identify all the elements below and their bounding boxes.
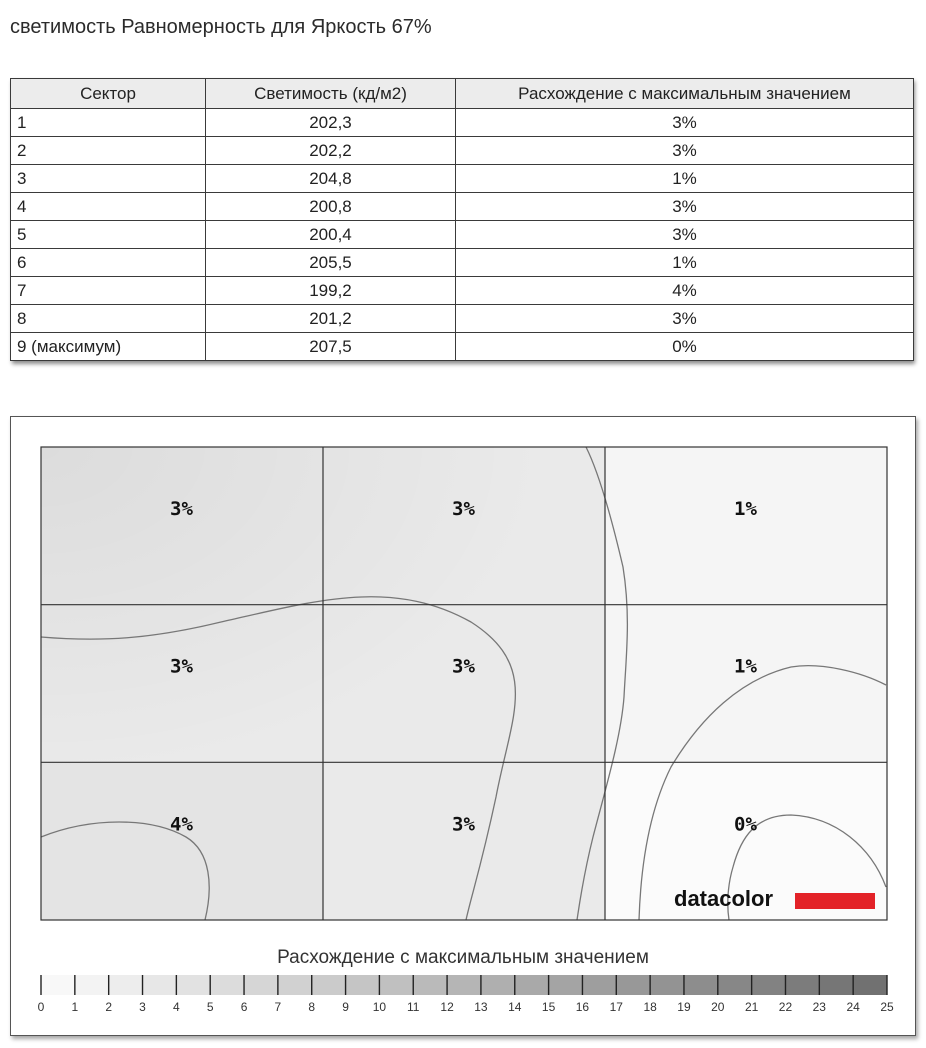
- legend-tick-label: 12: [440, 1000, 454, 1014]
- cell-sector: 6: [11, 249, 206, 277]
- cell-deviation: 1%: [456, 165, 914, 193]
- page-title: светимость Равномерность для Яркость 67%: [10, 16, 432, 38]
- legend-tick-label: 17: [609, 1000, 623, 1014]
- cell-sector: 3: [11, 165, 206, 193]
- legend-swatch: [346, 975, 380, 995]
- legend-swatch: [244, 975, 278, 995]
- legend-swatch: [41, 975, 75, 995]
- table-row: [11, 137, 914, 165]
- legend-tick-label: 16: [575, 1000, 590, 1014]
- legend-swatch: [819, 975, 853, 995]
- cell-sector: 2: [11, 137, 206, 165]
- cell-luminance: 202,2: [206, 137, 456, 165]
- legend-tick-label: 4: [173, 1000, 180, 1014]
- table-row: [11, 249, 914, 277]
- legend-swatch: [616, 975, 650, 995]
- cell-deviation: 3%: [456, 305, 914, 333]
- legend-title: Расхождение с максимальным значением: [277, 947, 649, 968]
- legend-tick-label: 7: [274, 1000, 282, 1014]
- legend-swatch: [481, 975, 515, 995]
- legend-tick-label: 24: [846, 1000, 860, 1014]
- uniformity-heatmap: [11, 417, 915, 1035]
- datacolor-logo-bar: [795, 893, 875, 909]
- table-header-row: [11, 79, 914, 109]
- cell-percent-label: 3%: [452, 498, 475, 520]
- heatmap-cell: [605, 605, 887, 763]
- legend-tick-label: 8: [308, 1000, 316, 1014]
- cell-luminance: 201,2: [206, 305, 456, 333]
- legend-swatch: [853, 975, 887, 995]
- cell-luminance: 202,3: [206, 109, 456, 137]
- uniformity-table: [10, 78, 914, 361]
- legend-swatch: [210, 975, 244, 995]
- cell-sector: 1: [11, 109, 206, 137]
- cell-luminance: 200,4: [206, 221, 456, 249]
- legend-swatch: [447, 975, 481, 995]
- legend-tick-label: 5: [206, 1000, 214, 1014]
- table-row: [11, 305, 914, 333]
- cell-sector: 4: [11, 193, 206, 221]
- cell-deviation: 0%: [456, 333, 914, 361]
- cell-percent-label: 1%: [734, 498, 757, 520]
- cell-percent-label: 3%: [170, 655, 193, 678]
- legend-tick-label: 3: [139, 1000, 146, 1014]
- legend-swatch: [549, 975, 583, 995]
- cell-deviation: 1%: [456, 249, 914, 277]
- legend-swatch: [143, 975, 177, 995]
- cell-percent-label: 3%: [452, 655, 475, 678]
- legend-tick-label: 20: [711, 1000, 725, 1014]
- heatmap-cell: [323, 762, 605, 920]
- cell-sector: 7: [11, 277, 206, 305]
- cell-luminance: 200,8: [206, 193, 456, 221]
- cell-deviation: 3%: [456, 221, 914, 249]
- heatmap-cell: [605, 447, 887, 605]
- legend-tick-label: 19: [677, 1000, 691, 1014]
- table-row: [11, 165, 914, 193]
- legend-tick-label: 23: [812, 1000, 826, 1014]
- legend-tick-label: 1: [71, 1000, 79, 1014]
- header-luminance: Светимость (кд/м2): [206, 79, 456, 109]
- legend-tick-label: 14: [508, 1000, 522, 1014]
- legend-tick-label: 11: [407, 1000, 420, 1014]
- header-deviation: Расхождение с максимальным значением: [456, 79, 914, 109]
- cell-deviation: 3%: [456, 137, 914, 165]
- legend-tick-label: 0: [37, 1000, 45, 1014]
- legend-tick-label: 21: [744, 1000, 759, 1014]
- cell-deviation: 4%: [456, 277, 914, 305]
- datacolor-wordmark: datacolor: [674, 886, 774, 911]
- header-sector: Сектор: [11, 79, 206, 109]
- cell-luminance: 207,5: [206, 333, 456, 361]
- legend-tick-label: 22: [778, 1000, 793, 1014]
- legend-swatch: [379, 975, 413, 995]
- uniformity-table-container: [10, 78, 913, 361]
- cell-percent-label: 4%: [170, 813, 193, 836]
- legend-scale: [38, 975, 894, 1014]
- legend-swatch: [718, 975, 752, 995]
- legend-swatch: [752, 975, 786, 995]
- legend-tick-label: 13: [474, 1000, 488, 1014]
- legend-swatch: [109, 975, 143, 995]
- legend-swatch: [176, 975, 210, 995]
- legend-swatch: [413, 975, 447, 995]
- cell-luminance: 205,5: [206, 249, 456, 277]
- cell-percent-label: 0%: [734, 813, 757, 836]
- cell-deviation: 3%: [456, 109, 914, 137]
- cell-percent-label: 3%: [452, 813, 475, 836]
- legend-swatch: [278, 975, 312, 995]
- heatmap-shading: [41, 447, 549, 778]
- legend-tick-label: 10: [372, 1000, 387, 1014]
- legend-tick-label: 9: [342, 1000, 349, 1014]
- legend-tick-label: 18: [643, 1000, 657, 1014]
- legend-tick-label: 2: [105, 1000, 113, 1014]
- cell-deviation: 3%: [456, 193, 914, 221]
- cell-sector: 8: [11, 305, 206, 333]
- cell-sector: 5: [11, 221, 206, 249]
- legend-swatch: [650, 975, 684, 995]
- legend-tick-label: 15: [541, 1000, 556, 1014]
- cell-percent-label: 3%: [170, 498, 193, 520]
- cell-percent-label: 1%: [734, 655, 757, 678]
- legend-tick-label: 6: [240, 1000, 248, 1014]
- table-row: [11, 277, 914, 305]
- legend-swatch: [684, 975, 718, 995]
- table-row: [11, 333, 914, 361]
- table-row: [11, 109, 914, 137]
- legend-swatch: [515, 975, 549, 995]
- cell-luminance: 204,8: [206, 165, 456, 193]
- cell-luminance: 199,2: [206, 277, 456, 305]
- cell-sector: 9 (максимум): [11, 333, 206, 361]
- legend-swatch: [582, 975, 616, 995]
- table-row: [11, 193, 914, 221]
- legend-swatch: [312, 975, 346, 995]
- legend-swatch: [75, 975, 109, 995]
- table-row: [11, 221, 914, 249]
- uniformity-map-panel: [10, 416, 916, 1036]
- legend-swatch: [785, 975, 819, 995]
- heatmap-cell: [41, 762, 323, 920]
- legend-tick-label: 25: [880, 1000, 894, 1014]
